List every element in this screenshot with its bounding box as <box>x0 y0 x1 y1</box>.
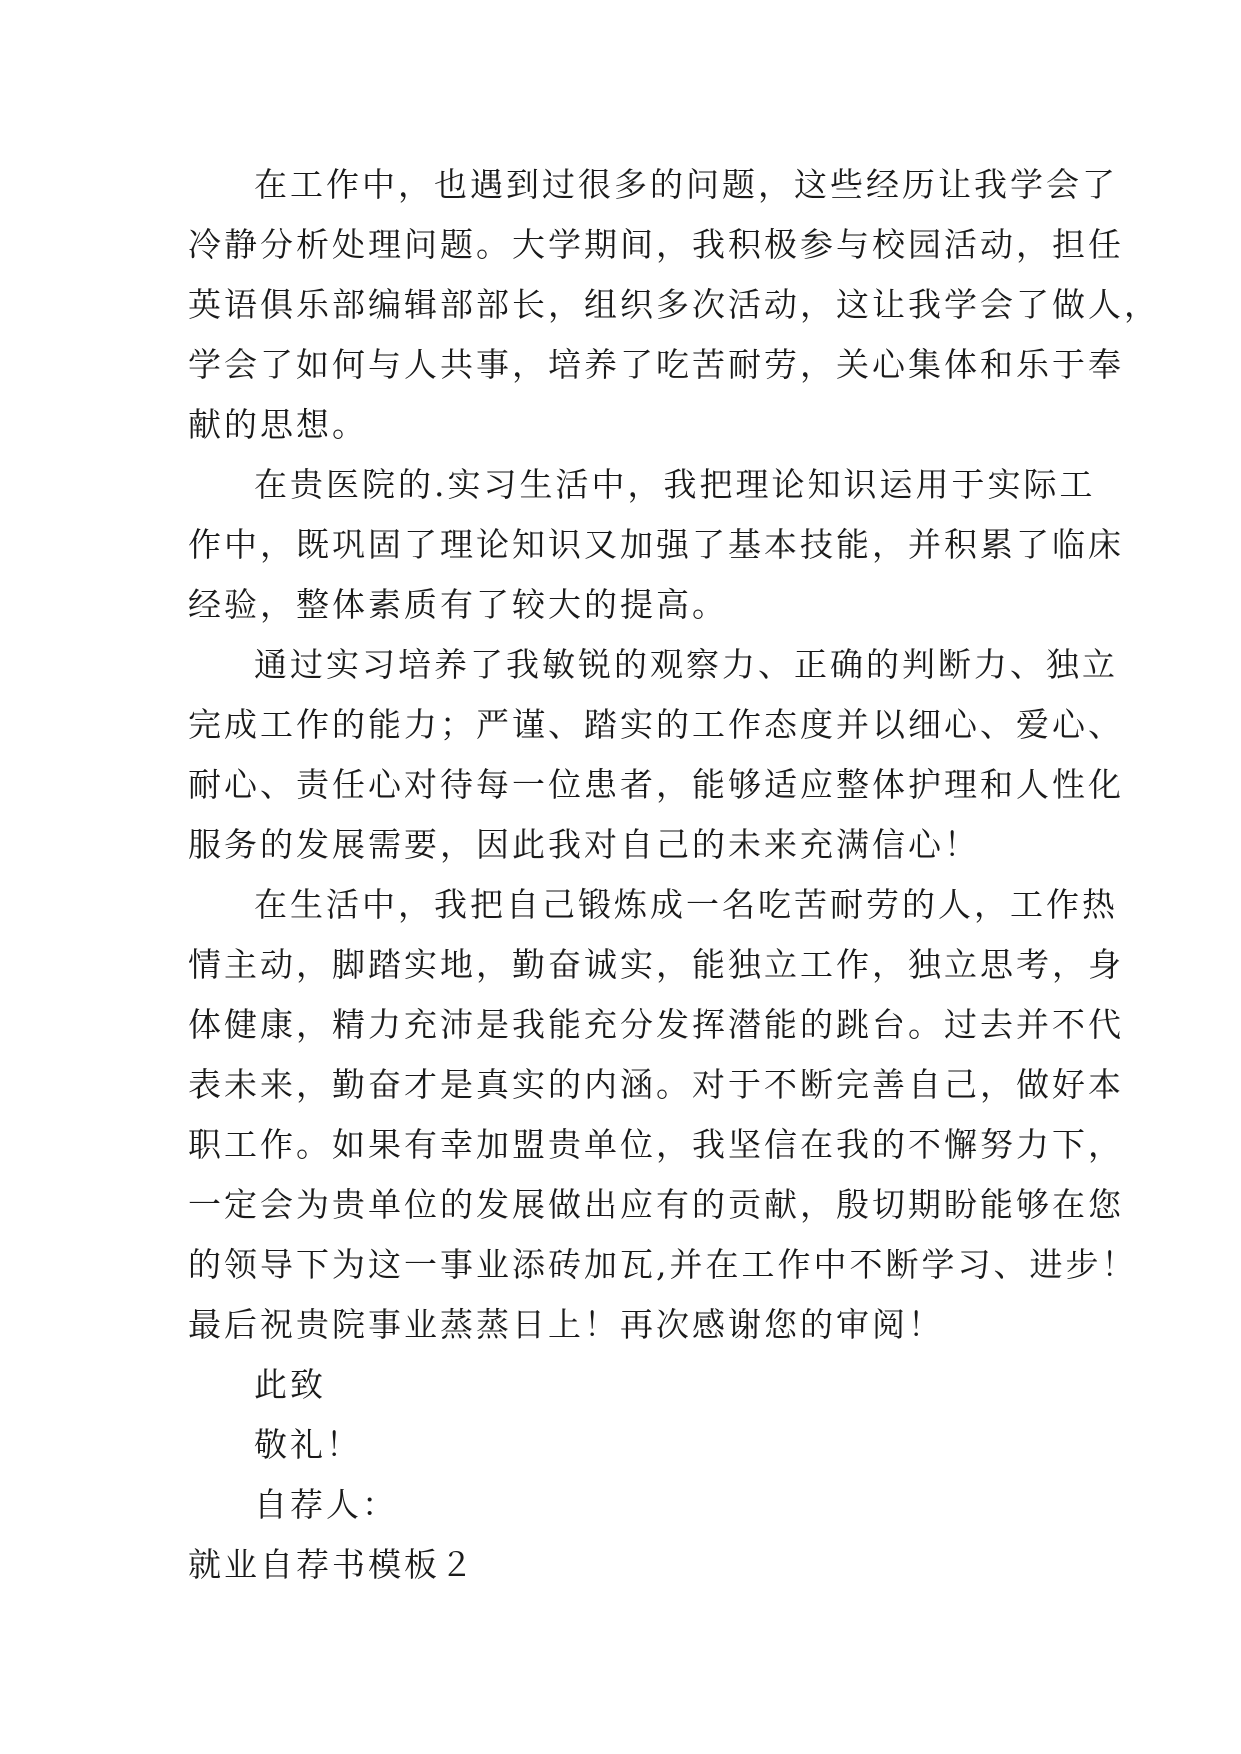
text-line: 在生活中，我把自己锻炼成一名吃苦耐劳的人，工作热 <box>254 885 1118 924</box>
paragraph-1 <box>188 155 1160 455</box>
text-line: 完成工作的能力；严谨、踏实的工作态度并以细心、爱心、 <box>188 705 1124 744</box>
text-line: 作中，既巩固了理论知识又加强了基本技能，并积累了临床 <box>188 525 1124 564</box>
text-line: 经验，整体素质有了较大的提高。 <box>188 585 728 624</box>
text-line: 情主动，脚踏实地，勤奋诚实，能独立工作，独立思考，身 <box>188 945 1124 984</box>
text-line: 的领导下为这一事业添砖加瓦,并在工作中不断学习、进步！ <box>188 1245 1138 1284</box>
closing-regards: 敬礼！ <box>254 1425 362 1464</box>
signature-label: 自荐人： <box>254 1485 398 1524</box>
text-line: 一定会为贵单位的发展做出应有的贡献，殷切期盼能够在您 <box>188 1185 1124 1224</box>
document-body <box>188 155 1160 1595</box>
text-line: 英语俱乐部编辑部部长，组织多次活动，这让我学会了做人， <box>188 285 1160 324</box>
text-line: 学会了如何与人共事，培养了吃苦耐劳，关心集体和乐于奉 <box>188 345 1124 384</box>
text-line: 体健康，精力充沛是我能充分发挥潜能的跳台。过去并不代 <box>188 1005 1124 1044</box>
text-line: 耐心、责任心对待每一位患者，能够适应整体护理和人性化 <box>188 765 1124 804</box>
paragraph-2 <box>188 455 1124 635</box>
text-line: 冷静分析处理问题。大学期间，我积极参与校园活动，担任 <box>188 225 1124 264</box>
text-line: 表未来，勤奋才是真实的内涵。对于不断完善自己，做好本 <box>188 1065 1124 1104</box>
text-line: 服务的发展需要，因此我对自己的未来充满信心！ <box>188 825 980 864</box>
closing-salutation: 此致 <box>254 1365 326 1404</box>
text-line: 在工作中，也遇到过很多的问题，这些经历让我学会了 <box>254 165 1118 204</box>
text-line: 在贵医院的.实习生活中，我把理论知识运用于实际工 <box>254 465 1096 504</box>
paragraph-4 <box>188 875 1138 1355</box>
text-line: 最后祝贵院事业蒸蒸日上！再次感谢您的审阅！ <box>188 1305 944 1344</box>
text-line: 献的思想。 <box>188 405 368 444</box>
paragraph-3 <box>188 635 1124 875</box>
text-line: 职工作。如果有幸加盟贵单位，我坚信在我的不懈努力下， <box>188 1125 1124 1164</box>
text-line: 通过实习培养了我敏锐的观察力、正确的判断力、独立 <box>254 645 1118 684</box>
next-section-title: 就业自荐书模板２ <box>188 1545 476 1584</box>
